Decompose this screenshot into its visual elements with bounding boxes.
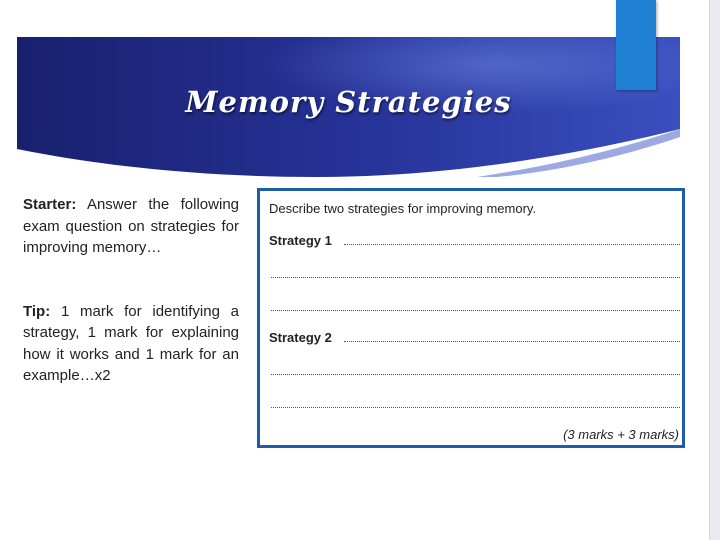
accent-bar (616, 0, 656, 90)
starter-text: Answer the following exam question on strategies for improving memory… (23, 196, 240, 256)
answer-line (271, 277, 680, 278)
tip-text: 1 mark for identifying a strategy, 1 mark for explaining how it works and 1 mark for an example…x2 (23, 302, 239, 384)
slide-edge (709, 0, 720, 540)
marks-allocation: (3 marks + 3 marks) (563, 427, 679, 442)
answer-line (344, 244, 680, 245)
starter-label: Starter: (23, 196, 77, 213)
exam-question-box (257, 188, 685, 448)
tip-paragraph (23, 301, 239, 387)
title-banner (17, 37, 680, 177)
answer-line (271, 310, 680, 311)
exam-prompt: Describe two strategies for improving memory. (269, 201, 537, 216)
instructions (23, 194, 239, 387)
tip-label: Tip: (23, 302, 51, 320)
answer-line (271, 407, 680, 408)
starter-paragraph (23, 194, 239, 259)
answer-line (344, 341, 680, 342)
answer-line (271, 374, 680, 375)
slide-title: Memory Strategies (185, 85, 512, 119)
strategy-1-label: Strategy 1 (269, 233, 332, 248)
strategy-2-label: Strategy 2 (269, 330, 332, 345)
